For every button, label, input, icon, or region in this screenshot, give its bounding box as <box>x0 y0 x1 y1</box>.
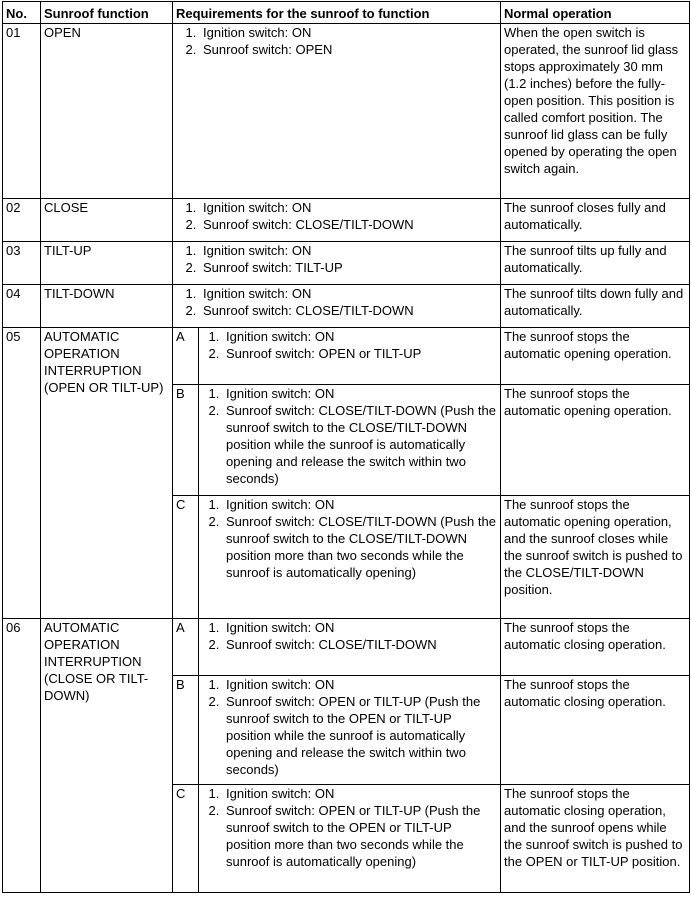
row-operation: The sunroof stops the automatic closing operation. <box>501 676 690 785</box>
sub-case-label: C <box>173 496 199 619</box>
header-operation: Normal operation <box>501 2 690 24</box>
row-requirements <box>199 785 501 893</box>
requirement-item: 2. Sunroof switch: OPEN or TILT-UP <box>223 345 497 362</box>
requirement-item: 2. Sunroof switch: CLOSE/TILT-DOWN <box>200 216 497 233</box>
row-function: AUTOMATIC OPERATION INTERRUPTION (OPEN OR TILT-UP) <box>41 328 173 619</box>
requirement-item: 1. Ignition switch: ON <box>223 328 497 345</box>
row-operation: The sunroof stops the automatic closing operation. <box>501 619 690 676</box>
row-operation: The sunroof tilts down fully and automatically. <box>501 285 690 328</box>
requirement-item: 2. Sunroof switch: CLOSE/TILT-DOWN (Push the sunroof switch to the CLOSE/TILT-DOWN position while the sunroof is automatically opening and release the switch within two seconds) <box>223 402 497 487</box>
row-number: 03 <box>3 242 41 285</box>
table-row <box>3 285 690 328</box>
requirement-item: 2. Sunroof switch: CLOSE/TILT-DOWN <box>200 302 497 319</box>
sub-case-label: A <box>173 328 199 385</box>
row-requirements <box>199 328 501 385</box>
row-number: 06 <box>3 619 41 893</box>
row-operation: The sunroof stops the automatic opening operation. <box>501 328 690 385</box>
requirement-item: 1. Ignition switch: ON <box>223 496 497 513</box>
requirement-item: 2. Sunroof switch: TILT-UP <box>200 259 497 276</box>
requirement-item: 1. Ignition switch: ON <box>223 785 497 802</box>
row-requirements <box>173 285 501 328</box>
table-row <box>3 24 690 199</box>
row-requirements <box>173 24 501 199</box>
requirement-item: 1. Ignition switch: ON <box>200 285 497 302</box>
row-operation: The sunroof tilts up fully and automatically. <box>501 242 690 285</box>
row-function: OPEN <box>41 24 173 199</box>
row-requirements <box>199 385 501 496</box>
table-row <box>3 242 690 285</box>
requirement-item: 1. Ignition switch: ON <box>200 242 497 259</box>
table-row <box>3 199 690 242</box>
row-operation: The sunroof stops the automatic opening operation, and the sunroof closes while the sunroof switch is pushed to the CLOSE/TILT-DOWN position. <box>501 496 690 619</box>
header-requirements: Requirements for the sunroof to function <box>173 2 501 24</box>
requirement-item: 2. Sunroof switch: OPEN or TILT-UP (Push the sunroof switch to the OPEN or TILT-UP position while the sunroof is automatically opening and release the switch within two seconds) <box>223 693 497 778</box>
row-operation: When the open switch is operated, the sunroof lid glass stops approximately 30 mm (1.2 inches) before the fully-open position. This position is called comfort position. The sunroof lid glass can be fully opened by operating the open switch again. <box>501 24 690 199</box>
row-operation: The sunroof stops the automatic opening operation. <box>501 385 690 496</box>
row-number: 04 <box>3 285 41 328</box>
header-no: No. <box>3 2 41 24</box>
sub-case-label: B <box>173 676 199 785</box>
row-operation: The sunroof closes fully and automatically. <box>501 199 690 242</box>
requirement-item: 1. Ignition switch: ON <box>200 24 497 41</box>
sub-case-label: A <box>173 619 199 676</box>
row-number: 02 <box>3 199 41 242</box>
sub-case-label: B <box>173 385 199 496</box>
row-function: CLOSE <box>41 199 173 242</box>
row-function: TILT-DOWN <box>41 285 173 328</box>
row-requirements <box>199 496 501 619</box>
row-number: 01 <box>3 24 41 199</box>
row-requirements <box>199 619 501 676</box>
requirement-item: 1. Ignition switch: ON <box>223 619 497 636</box>
row-requirements <box>173 242 501 285</box>
row-requirements <box>199 676 501 785</box>
sunroof-function-table <box>2 1 690 893</box>
requirement-item: 1. Ignition switch: ON <box>223 676 497 693</box>
sub-case-label: C <box>173 785 199 893</box>
row-operation: The sunroof stops the automatic closing operation, and the sunroof opens while the sunroof switch is pushed to the OPEN or TILT-UP position. <box>501 785 690 893</box>
table-row <box>3 619 690 676</box>
requirement-item: 2. Sunroof switch: OPEN or TILT-UP (Push the sunroof switch to the OPEN or TILT-UP position more than two seconds while the sunroof is automatically opening) <box>223 802 497 870</box>
requirement-item: 1. Ignition switch: ON <box>223 385 497 402</box>
table-row <box>3 328 690 385</box>
row-requirements <box>173 199 501 242</box>
requirement-item: 2. Sunroof switch: CLOSE/TILT-DOWN <box>223 636 497 653</box>
row-function: AUTOMATIC OPERATION INTERRUPTION (CLOSE OR TILT-DOWN) <box>41 619 173 893</box>
header-function: Sunroof function <box>41 2 173 24</box>
row-number: 05 <box>3 328 41 619</box>
requirement-item: 2. Sunroof switch: CLOSE/TILT-DOWN (Push the sunroof switch to the CLOSE/TILT-DOWN position more than two seconds while the sunroof is automatically opening) <box>223 513 497 581</box>
requirement-item: 1. Ignition switch: ON <box>200 199 497 216</box>
requirement-item: 2. Sunroof switch: OPEN <box>200 41 497 58</box>
row-function: TILT-UP <box>41 242 173 285</box>
table-header-row <box>3 2 690 24</box>
